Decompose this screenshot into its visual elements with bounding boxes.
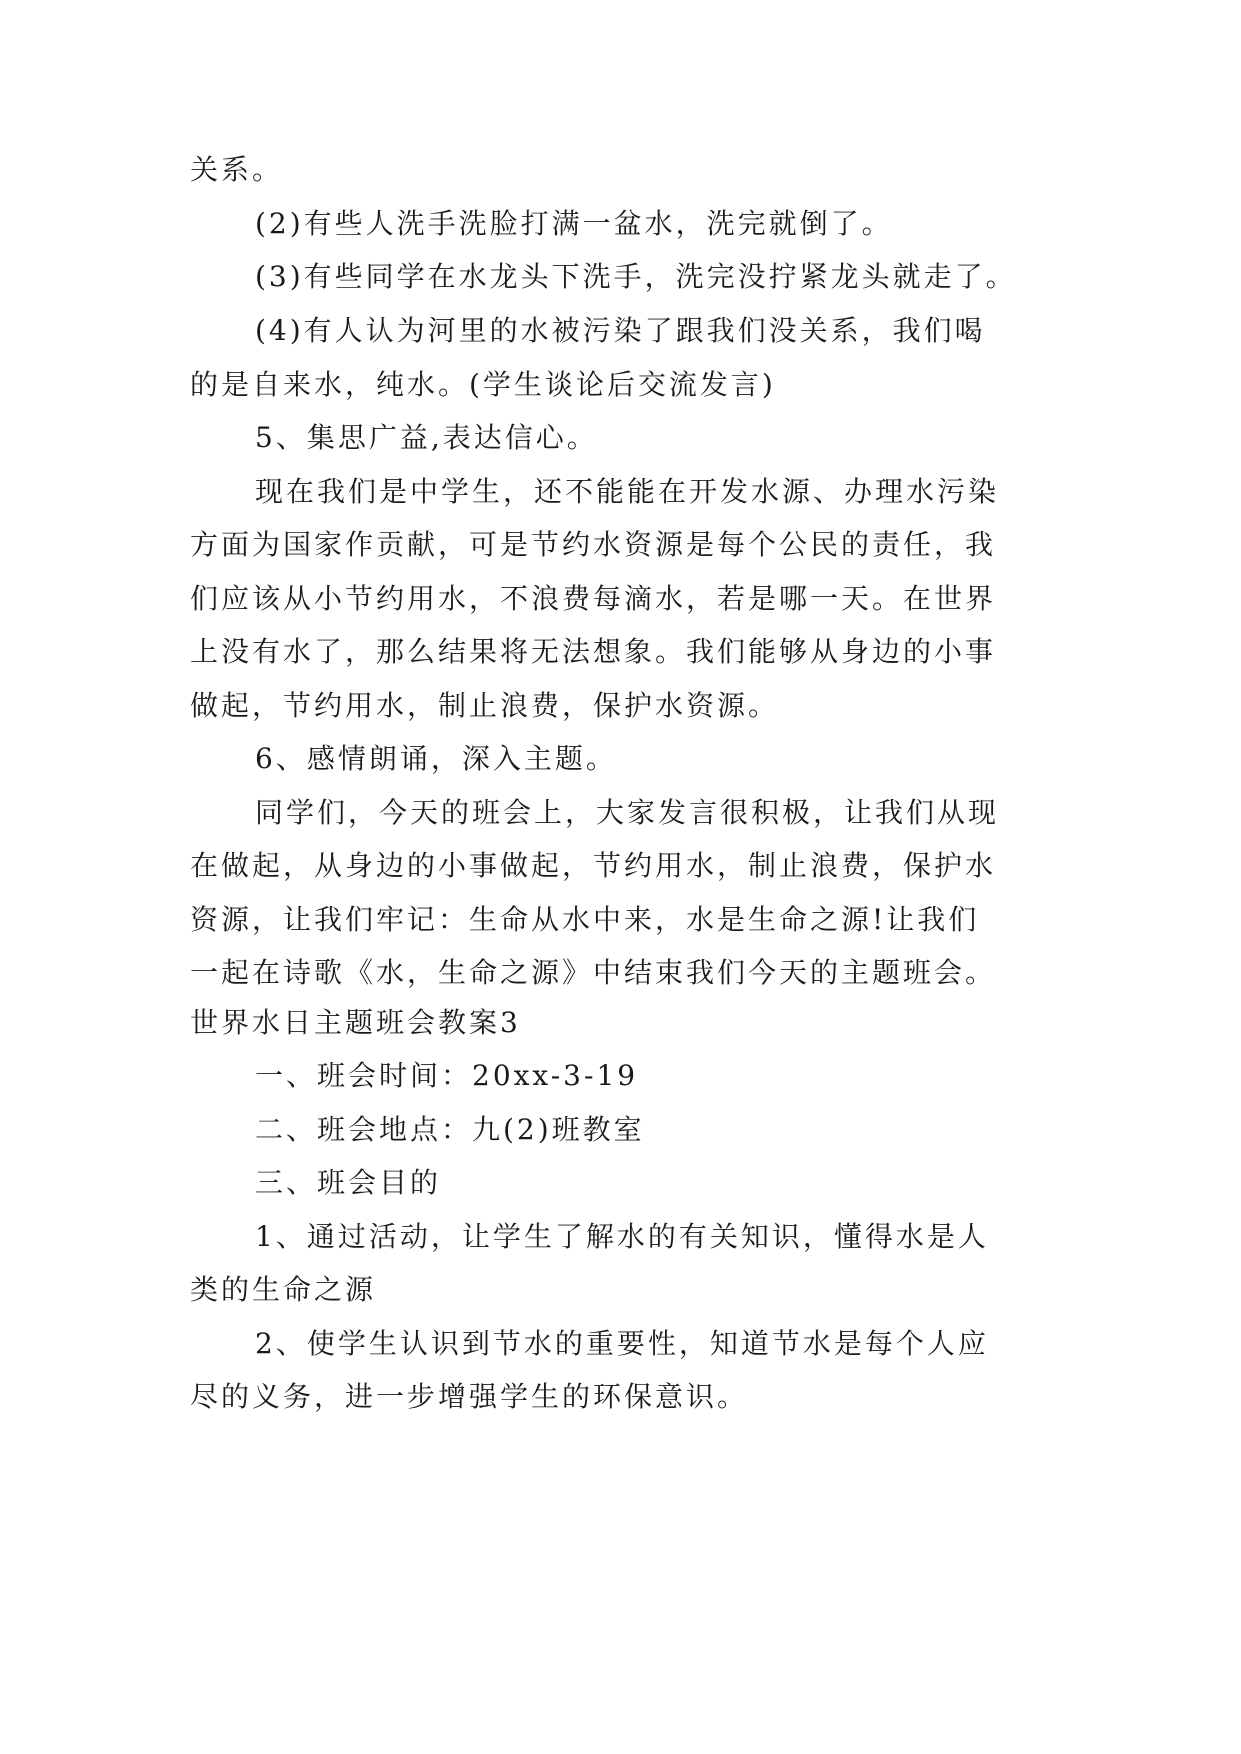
paragraph-line: 类的生命之源 (190, 1273, 377, 1306)
paragraph-line: 方面为国家作贡献，可是节约水资源是每个公民的责任，我 (190, 528, 997, 561)
document-title: 世界水日主题班会教案3 (190, 1006, 521, 1039)
paragraph-line: 在做起，从身边的小事做起，节约用水，制止浪费，保护水 (190, 849, 997, 882)
paragraph-line: 尽的义务，进一步增强学生的环保意识。 (190, 1380, 749, 1413)
paragraph-line: 上没有水了，那么结果将无法想象。我们能够从身边的小事 (190, 635, 997, 668)
paragraph-line: 现在我们是中学生，还不能能在开发水源、办理水污染 (255, 475, 1000, 508)
paragraph-line: (2)有些人洗手洗脸打满一盆水，洗完就倒了。 (255, 207, 893, 240)
paragraph-line: 的是自来水，纯水。(学生谈论后交流发言) (190, 368, 776, 401)
section-heading: 6、感情朗诵，深入主题。 (255, 742, 617, 775)
paragraph-line: 同学们，今天的班会上，大家发言很积极，让我们从现 (255, 796, 1000, 829)
paragraph-line: 做起，节约用水，制止浪费，保护水资源。 (190, 689, 780, 722)
paragraph-line: 们应该从小节约用水，不浪费每滴水，若是哪一天。在世界 (190, 582, 997, 615)
paragraph-line: 一起在诗歌《水，生命之源》中结束我们今天的主题班会。 (190, 956, 997, 989)
paragraph-line: (4)有人认为河里的水被污染了跟我们没关系，我们喝 (255, 314, 986, 347)
paragraph-line: 2、使学生认识到节水的重要性，知道节水是每个人应 (255, 1327, 989, 1360)
info-line: 一、班会时间：20xx-3-19 (255, 1059, 639, 1092)
paragraph-line: 关系。 (190, 153, 284, 186)
paragraph-line: 1、通过活动，让学生了解水的有关知识，懂得水是人 (255, 1220, 989, 1253)
info-line: 二、班会地点：九(2)班教室 (255, 1113, 645, 1146)
paragraph-line: (3)有些同学在水龙头下洗手，洗完没拧紧龙头就走了。 (255, 260, 1017, 293)
section-heading: 5、集思广益,表达信心。 (255, 421, 598, 454)
paragraph-line: 资源，让我们牢记：生命从水中来，水是生命之源!让我们 (190, 903, 980, 936)
section-heading: 三、班会目的 (255, 1166, 442, 1199)
